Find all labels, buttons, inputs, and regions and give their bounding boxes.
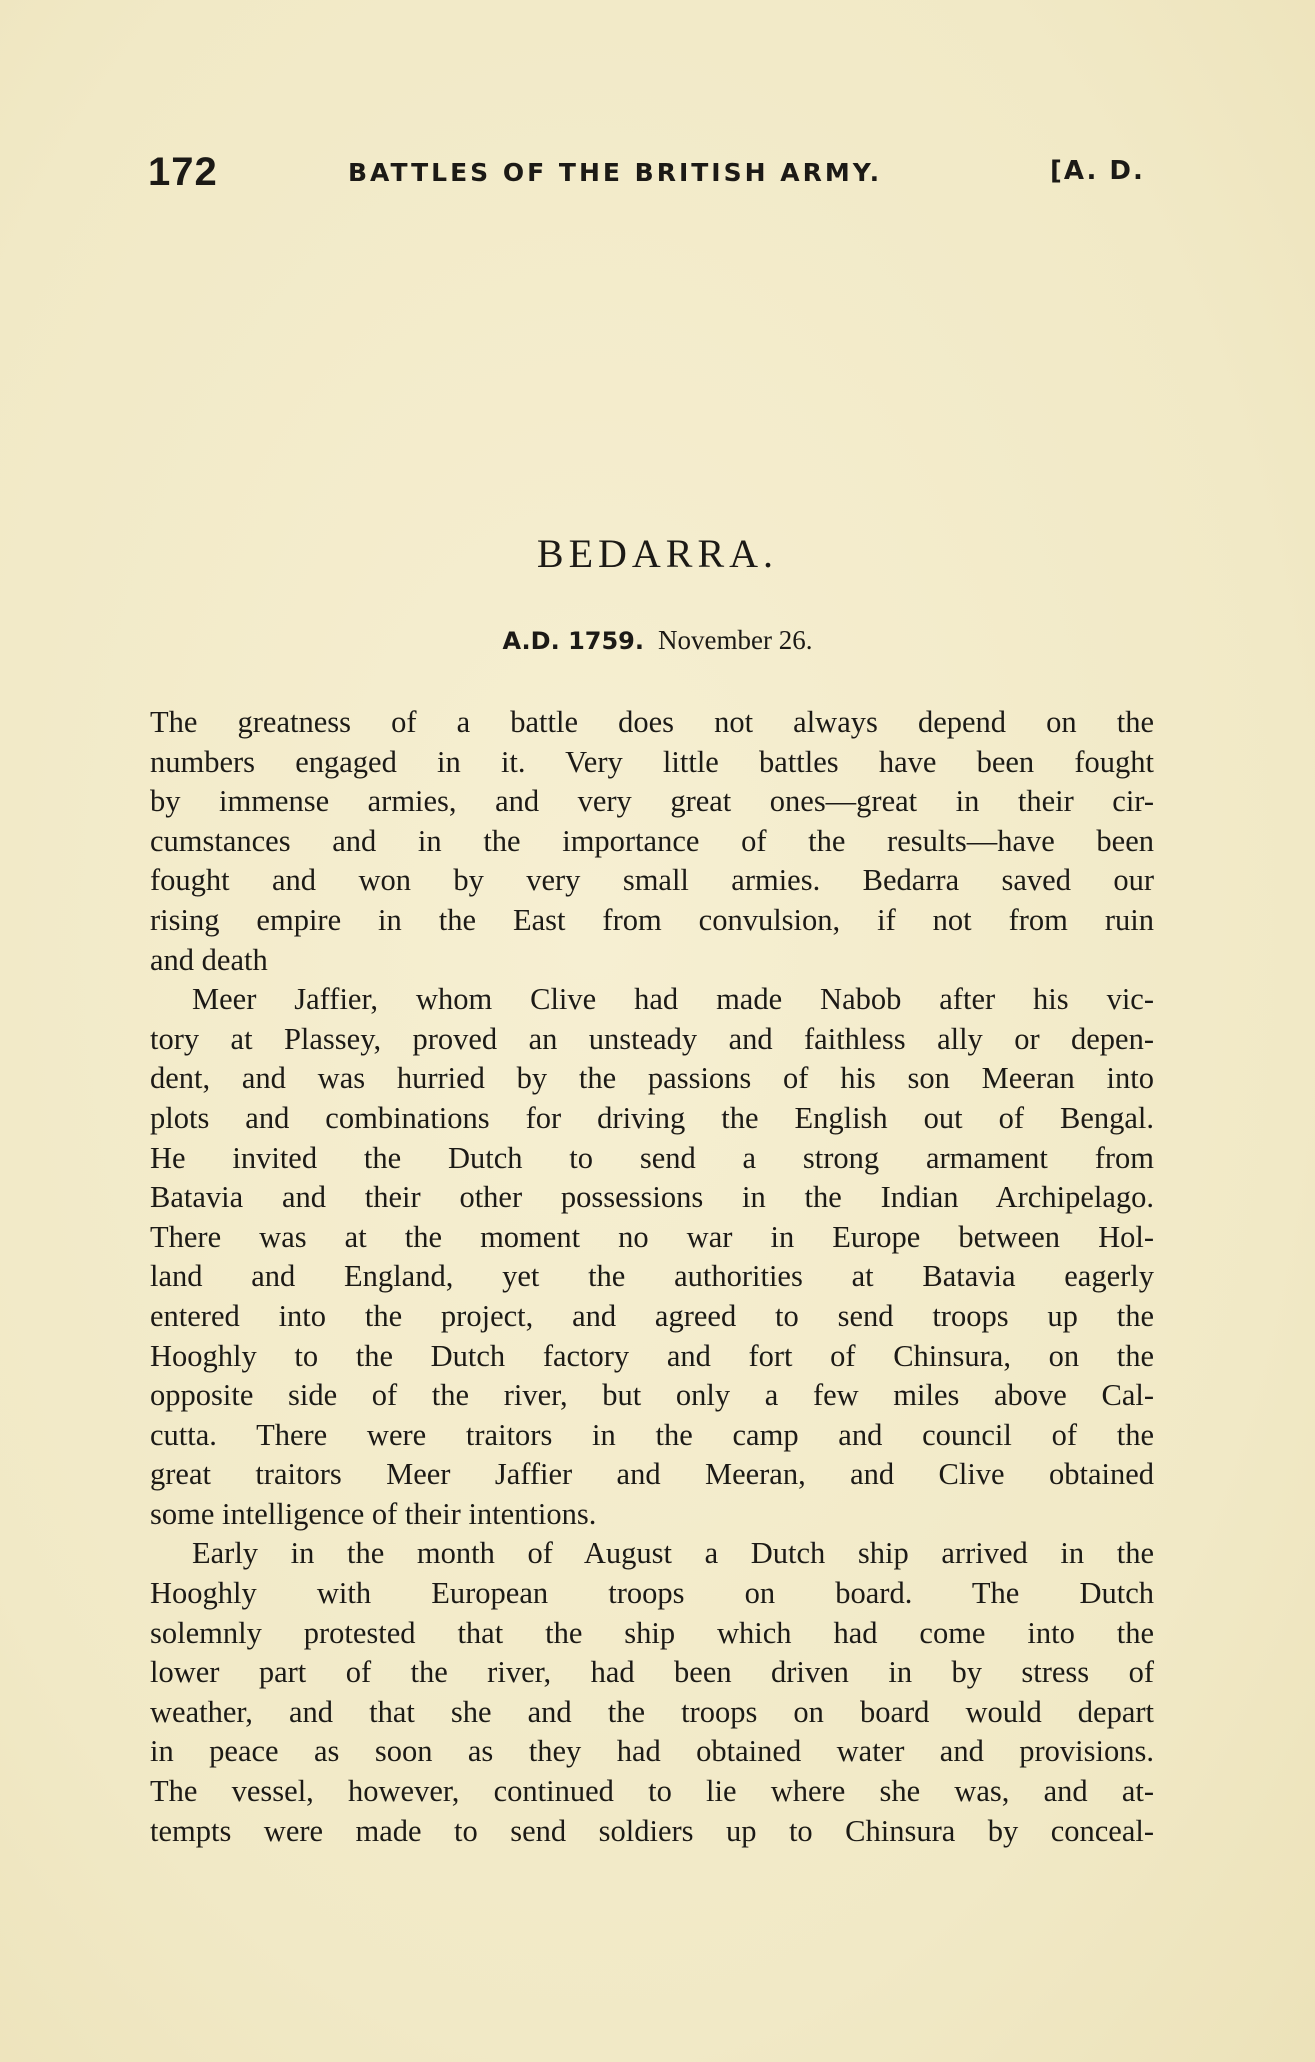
chapter-dateline (0, 625, 1315, 656)
text-line: and death (150, 942, 268, 977)
text-line: in peace as soon as they had obtained water and provisions. (150, 1734, 1154, 1769)
text-line: He invited the Dutch to send a strong armament from (150, 1140, 1154, 1175)
text-line: solemnly protested that the ship which had come into the (150, 1615, 1154, 1650)
text-line: by immense armies, and very great ones—great in their cir- (150, 784, 1154, 819)
text-line: The greatness of a battle does not always depend on the (150, 705, 1154, 739)
text-line: tempts were made to send soldiers up to Chinsura by conceal- (150, 1813, 1154, 1848)
text-line: plots and combinations for driving the English out of Bengal. (150, 1100, 1154, 1135)
text-line: Hooghly with European troops on board. The Dutch (150, 1576, 1154, 1611)
text-line: There was at the moment no war in Europe between Hol- (150, 1219, 1154, 1254)
text-line: lower part of the river, had been driven in by stress of (150, 1655, 1154, 1690)
text-line: rising empire in the East from convulsion, if not from ruin (150, 902, 1154, 937)
dateline-day: November 26. (657, 625, 813, 655)
era-mark: [A. D. (1050, 156, 1145, 186)
text-line: Hooghly to the Dutch factory and fort of Chinsura, on the (150, 1338, 1154, 1373)
text-line: numbers engaged in it. Very little battles have been fought (150, 744, 1154, 779)
text-line: Early in the month of August a Dutch ship arrived in the (192, 1536, 1154, 1571)
dateline-year: A.D. 1759. (502, 627, 644, 655)
text-line: The vessel, however, continued to lie where she was, and at- (150, 1774, 1154, 1809)
text-line: cutta. There were traitors in the camp and council of the (150, 1417, 1154, 1452)
text-line: weather, and that she and the troops on board would depart (150, 1694, 1154, 1729)
text-line: some intelligence of their intentions. (150, 1496, 597, 1531)
running-title: BATTLES OF THE BRITISH ARMY. (348, 158, 883, 187)
page-number: 172 (148, 150, 218, 194)
body-text (150, 703, 1154, 1851)
text-line: great traitors Meer Jaffier and Meeran, and Clive obtained (150, 1457, 1154, 1492)
text-line: land and England, yet the authorities at Batavia eagerly (150, 1259, 1154, 1294)
text-line: cumstances and in the importance of the results—have been (150, 823, 1154, 858)
text-line: fought and won by very small armies. Bedarra saved our (150, 863, 1154, 898)
text-line: Meer Jaffier, whom Clive had made Nabob after his vic- (192, 982, 1154, 1017)
running-head (148, 150, 1168, 200)
text-line: entered into the project, and agreed to send troops up the (150, 1298, 1154, 1333)
chapter-title: BEDARRA. (536, 531, 779, 576)
text-line: Batavia and their other possessions in the Indian Archipelago. (150, 1180, 1154, 1215)
text-line: opposite side of the river, but only a few miles above Cal- (150, 1378, 1154, 1413)
text-line: tory at Plassey, proved an unsteady and faithless ally or depen- (150, 1021, 1154, 1056)
text-line: dent, and was hurried by the passions of his son Meeran into (150, 1061, 1154, 1096)
